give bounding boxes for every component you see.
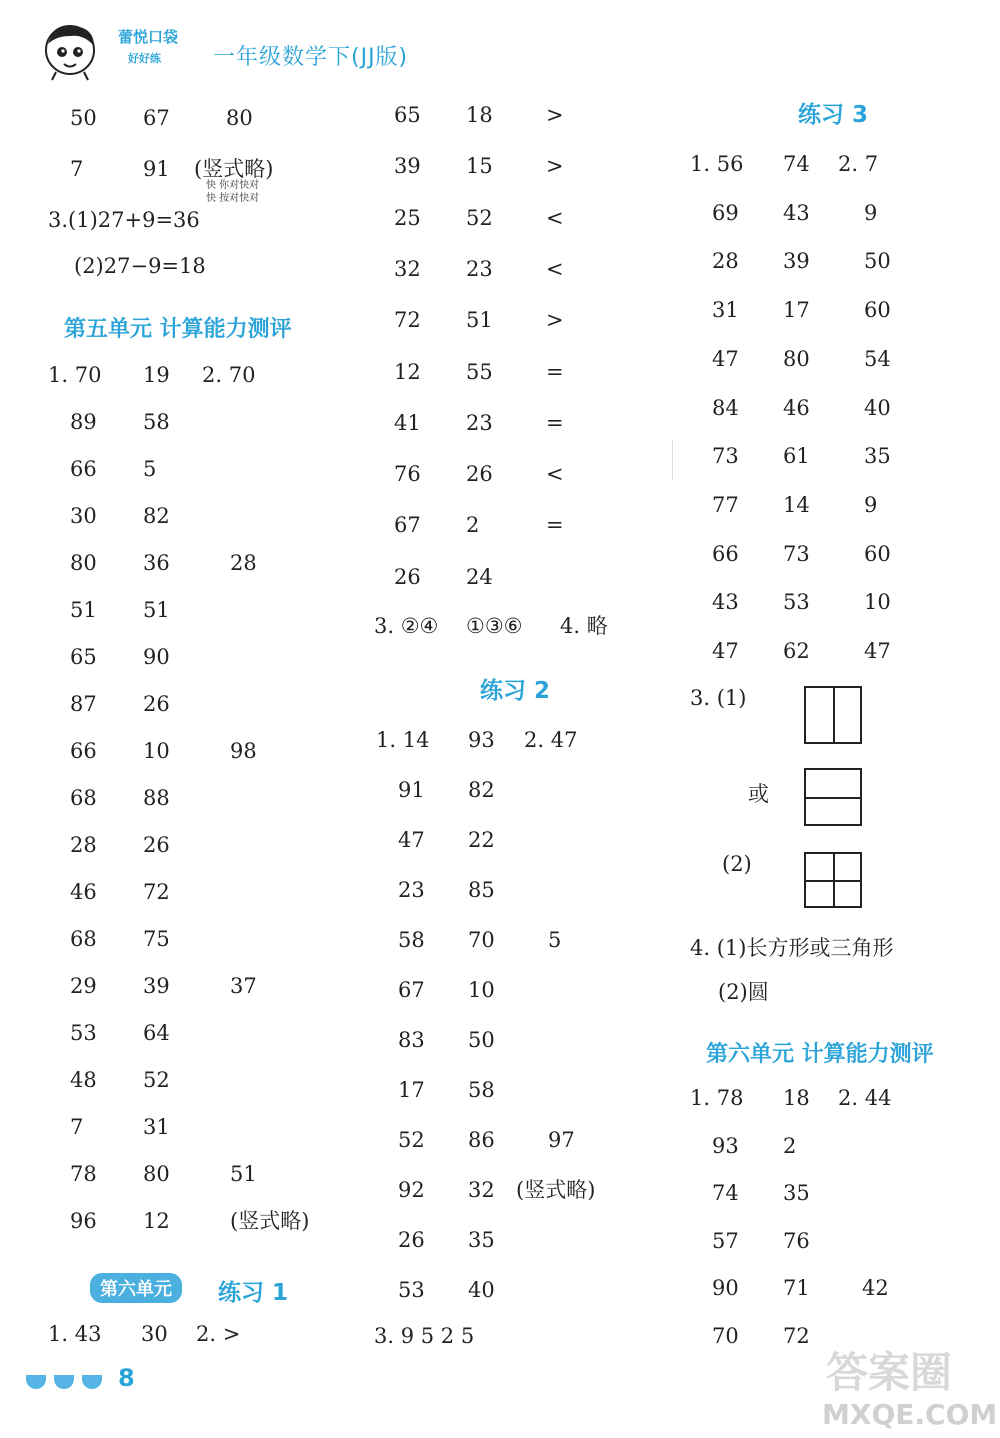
answer-cell: 61 bbox=[783, 444, 810, 469]
answer-cell: 35 bbox=[864, 444, 891, 469]
answer-cell: 58 bbox=[398, 928, 425, 952]
answer-cell: 12 bbox=[143, 1209, 170, 1233]
answer-cell: 88 bbox=[143, 786, 170, 810]
answer-cell: 54 bbox=[864, 346, 891, 371]
answer-cell: 64 bbox=[143, 1021, 170, 1045]
answer-cell: = bbox=[546, 410, 564, 435]
answer-cell: 50 bbox=[468, 1028, 495, 1052]
answer-cell: 37 bbox=[230, 974, 257, 998]
answer-cell: 53 bbox=[70, 1021, 97, 1045]
answer-cell: 3. ②④ bbox=[374, 614, 439, 638]
answer-cell: 5 bbox=[548, 928, 562, 952]
answer-cell: 68 bbox=[70, 786, 97, 810]
rectangle-split-horizontal bbox=[804, 768, 862, 826]
answer-cell: 67 bbox=[143, 106, 170, 130]
answer-cell: 75 bbox=[143, 927, 170, 951]
answer-cell: 35 bbox=[783, 1181, 810, 1205]
answer-cell: 47 bbox=[864, 639, 891, 663]
answer-row: 4. (1)长方形或三角形 bbox=[690, 936, 894, 960]
answer-cell: 82 bbox=[143, 504, 170, 528]
answer-cell: 91 bbox=[143, 157, 170, 181]
answer-cell: 35 bbox=[468, 1228, 495, 1252]
answer-cell: 40 bbox=[864, 395, 891, 420]
answer-cell: < bbox=[546, 256, 564, 281]
answer-cell: 25 bbox=[394, 205, 421, 230]
answer-cell: 24 bbox=[466, 564, 493, 589]
watermark-logo: 答案圈 bbox=[826, 1348, 953, 1397]
answer-cell: 5 bbox=[143, 457, 157, 481]
answer-cell: 66 bbox=[712, 541, 739, 566]
answer-cell: 36 bbox=[143, 551, 170, 575]
answer-cell: 89 bbox=[70, 410, 97, 434]
answer-cell: 55 bbox=[466, 359, 493, 384]
footer-decoration bbox=[26, 1374, 110, 1393]
answer-cell: 91 bbox=[398, 778, 425, 802]
answer-cell: 2. 44 bbox=[838, 1086, 892, 1110]
exercise3-heading: 练习 3 bbox=[798, 102, 869, 128]
answer-cell: 51 bbox=[466, 308, 493, 333]
answer-cell: > bbox=[546, 308, 564, 333]
answer-cell: 78 bbox=[70, 1162, 97, 1186]
answer-cell: 28 bbox=[70, 833, 97, 857]
answer-cell: 31 bbox=[712, 298, 739, 323]
answer-cell: 12 bbox=[394, 359, 421, 384]
answer-cell: 10 bbox=[143, 739, 170, 763]
answer-cell: 71 bbox=[783, 1276, 810, 1300]
answer-cell: 26 bbox=[143, 692, 170, 716]
answer-cell: ①③⑥ bbox=[466, 614, 523, 638]
answer-cell: 31 bbox=[143, 1115, 170, 1139]
answer-cell: 67 bbox=[394, 513, 421, 538]
answer-row: 或 bbox=[748, 782, 769, 806]
answer-cell: 18 bbox=[466, 103, 493, 127]
answer-cell: 52 bbox=[466, 205, 493, 230]
answer-cell: 46 bbox=[70, 880, 97, 904]
answer-cell: 18 bbox=[783, 1086, 810, 1110]
answer-cell: 10 bbox=[468, 978, 495, 1002]
answer-cell: 77 bbox=[712, 492, 739, 517]
answer-cell: 43 bbox=[783, 200, 810, 225]
answer-cell: 26 bbox=[143, 833, 170, 857]
answer-cell: 2. 70 bbox=[202, 363, 256, 387]
exercise2-heading: 练习 2 bbox=[480, 678, 551, 704]
answer-cell: (竖式略) bbox=[230, 1209, 310, 1233]
answer-cell: 92 bbox=[398, 1178, 425, 1202]
exercise1-heading: 练习 1 bbox=[218, 1280, 289, 1306]
answer-cell: 32 bbox=[394, 256, 421, 281]
answer-cell: 2 bbox=[783, 1133, 797, 1158]
answer-row: (2)圆 bbox=[718, 980, 769, 1004]
answer-cell: < bbox=[546, 462, 564, 487]
answer-cell: 47 bbox=[712, 346, 739, 371]
watermark-url: MXQE.COM bbox=[822, 1398, 998, 1431]
answer-cell: 29 bbox=[70, 974, 97, 998]
answer-cell: 23 bbox=[466, 410, 493, 435]
handwritten-note: 快 按对快对 bbox=[206, 193, 260, 204]
answer-row: 3. (1) bbox=[690, 686, 747, 710]
answer-cell: 9 bbox=[864, 492, 878, 517]
answer-cell: > bbox=[546, 154, 564, 179]
answer-cell: 19 bbox=[143, 363, 170, 387]
answer-cell: = bbox=[546, 359, 564, 384]
answer-cell: 97 bbox=[548, 1128, 575, 1152]
answer-cell: 30 bbox=[70, 504, 97, 528]
answer-cell: 76 bbox=[783, 1228, 810, 1253]
answer-cell: 51 bbox=[70, 598, 97, 622]
answer-cell: 43 bbox=[712, 590, 739, 615]
brand-name: 蕾悦口袋 bbox=[118, 28, 179, 46]
answer-cell: 68 bbox=[70, 927, 97, 951]
unit6-badge: 第六单元 bbox=[90, 1273, 182, 1303]
answer-cell: 7 bbox=[70, 1115, 84, 1139]
answer-row: (2)27−9=18 bbox=[74, 254, 206, 278]
answer-cell: 69 bbox=[712, 200, 739, 225]
answer-cell: 53 bbox=[783, 590, 810, 615]
answer-cell: 73 bbox=[712, 444, 739, 469]
answer-cell: 70 bbox=[468, 928, 495, 952]
answer-cell: 80 bbox=[143, 1162, 170, 1186]
answer-cell: 30 bbox=[141, 1322, 168, 1346]
answer-cell: 53 bbox=[398, 1278, 425, 1302]
answer-cell: (竖式略) bbox=[516, 1178, 596, 1202]
answer-row: (2) bbox=[722, 852, 752, 876]
section-heading-unit6: 第六单元 计算能力测评 bbox=[706, 1042, 934, 1067]
answer-cell: 2 bbox=[466, 513, 480, 538]
answer-cell: 52 bbox=[143, 1068, 170, 1092]
answer-cell: 72 bbox=[783, 1323, 810, 1348]
answer-cell: 82 bbox=[468, 778, 495, 802]
answer-cell: 23 bbox=[398, 878, 425, 902]
answer-cell: 90 bbox=[712, 1276, 739, 1300]
answer-cell: 28 bbox=[712, 249, 739, 274]
answer-cell: 1. 70 bbox=[48, 363, 102, 387]
answer-cell: 80 bbox=[226, 106, 253, 130]
answer-cell: 80 bbox=[783, 346, 810, 371]
answer-cell: 47 bbox=[712, 639, 739, 663]
answer-cell: 84 bbox=[712, 395, 739, 420]
answer-cell: 66 bbox=[70, 739, 97, 763]
answer-cell: 60 bbox=[864, 298, 891, 323]
divider bbox=[672, 440, 673, 480]
answer-cell: 47 bbox=[398, 828, 425, 852]
answer-cell: 50 bbox=[864, 249, 891, 274]
answer-cell: 80 bbox=[70, 551, 97, 575]
answer-cell: 40 bbox=[468, 1278, 495, 1302]
answer-cell: 74 bbox=[712, 1181, 739, 1205]
answer-cell: 41 bbox=[394, 410, 421, 435]
answer-cell: 1. 78 bbox=[690, 1086, 744, 1110]
answer-cell: = bbox=[546, 513, 564, 538]
answer-cell: 76 bbox=[394, 462, 421, 487]
answer-cell: 74 bbox=[783, 152, 810, 176]
answer-cell: 93 bbox=[468, 728, 495, 752]
answer-cell: 42 bbox=[862, 1276, 889, 1300]
page-number: 8 bbox=[118, 1364, 135, 1392]
answer-cell: 58 bbox=[143, 410, 170, 434]
section-heading-unit5: 第五单元 计算能力测评 bbox=[64, 317, 292, 342]
answer-cell: > bbox=[546, 103, 564, 127]
answer-cell: 65 bbox=[70, 645, 97, 669]
book-title: 一年级数学下(JJ版) bbox=[213, 45, 409, 70]
answer-cell: 87 bbox=[70, 692, 97, 716]
answer-cell: 48 bbox=[70, 1068, 97, 1092]
answer-cell: 72 bbox=[143, 880, 170, 904]
answer-cell: 28 bbox=[230, 551, 257, 575]
answer-cell: 1. 43 bbox=[48, 1322, 102, 1346]
answer-cell: 93 bbox=[712, 1133, 739, 1158]
answer-cell: 50 bbox=[70, 106, 97, 130]
answer-cell: 26 bbox=[466, 462, 493, 487]
answer-cell: 51 bbox=[230, 1162, 257, 1186]
rectangle-split-vertical bbox=[804, 686, 862, 744]
rectangle-split-quarters bbox=[804, 852, 862, 908]
answer-cell: 90 bbox=[143, 645, 170, 669]
answer-cell: 1. 56 bbox=[690, 152, 744, 176]
answer-cell: 39 bbox=[783, 249, 810, 274]
answer-cell: 65 bbox=[394, 103, 421, 127]
answer-cell: 17 bbox=[783, 298, 810, 323]
answer-cell: 83 bbox=[398, 1028, 425, 1052]
answer-cell: 2. 47 bbox=[524, 728, 578, 752]
answer-cell: 15 bbox=[466, 154, 493, 179]
answer-cell: 17 bbox=[398, 1078, 425, 1102]
answer-cell: 32 bbox=[468, 1178, 495, 1202]
answer-cell: (竖式略) bbox=[194, 157, 274, 181]
answer-cell: 58 bbox=[468, 1078, 495, 1102]
answer-cell: 26 bbox=[398, 1228, 425, 1252]
answer-cell: 46 bbox=[783, 395, 810, 420]
answer-cell: 4. 略 bbox=[560, 614, 608, 638]
answer-cell: 26 bbox=[394, 564, 421, 589]
answer-cell: 62 bbox=[783, 639, 810, 663]
answer-cell: 39 bbox=[394, 154, 421, 179]
answer-cell: 9 bbox=[864, 200, 878, 225]
answer-cell: 14 bbox=[783, 492, 810, 517]
answer-cell: 86 bbox=[468, 1128, 495, 1152]
answer-cell: 23 bbox=[466, 256, 493, 281]
answer-cell: 67 bbox=[398, 978, 425, 1002]
cartoon-mascot-icon bbox=[40, 22, 102, 82]
answer-cell: 7 bbox=[70, 157, 84, 181]
answer-cell: 1. 14 bbox=[376, 728, 430, 752]
answer-cell: 98 bbox=[230, 739, 257, 763]
answer-cell: 73 bbox=[783, 541, 810, 566]
answer-cell: 51 bbox=[143, 598, 170, 622]
brand-subtitle: 好好练 bbox=[128, 52, 161, 65]
answer-cell: 72 bbox=[394, 308, 421, 333]
answer-cell: 96 bbox=[70, 1209, 97, 1233]
answer-row: 3.(1)27+9=36 bbox=[48, 208, 200, 232]
answer-cell: 66 bbox=[70, 457, 97, 481]
answer-cell: 2. > bbox=[196, 1322, 241, 1346]
answer-cell: 52 bbox=[398, 1128, 425, 1152]
answer-cell: 70 bbox=[712, 1323, 739, 1348]
answer-cell: 2. 7 bbox=[838, 152, 879, 176]
handwritten-note: 快 你对快对 bbox=[206, 180, 260, 191]
answer-cell: < bbox=[546, 205, 564, 230]
answer-cell: 85 bbox=[468, 878, 495, 902]
answer-cell: 57 bbox=[712, 1228, 739, 1253]
answer-cell: 39 bbox=[143, 974, 170, 998]
answer-cell: 10 bbox=[864, 590, 891, 615]
answer-cell: 60 bbox=[864, 541, 891, 566]
answer-row: 3. 9 5 2 5 bbox=[374, 1324, 475, 1348]
answer-cell: 22 bbox=[468, 828, 495, 852]
